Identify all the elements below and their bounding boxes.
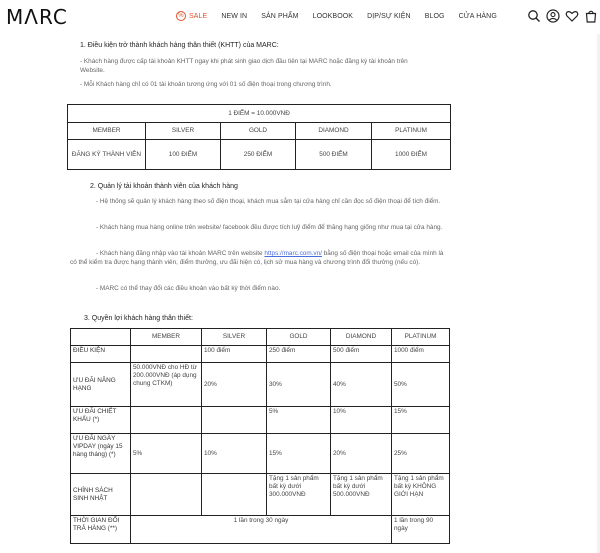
search-icon[interactable] (527, 9, 541, 23)
table-cell: 30% (267, 363, 331, 407)
section-1-title: 1. Điều kiện trở thành khách hàng thân thiết (KHTT) của MARC: (80, 42, 279, 49)
table-header: MEMBER (68, 123, 146, 140)
bag-icon[interactable] (584, 9, 598, 23)
section-2-para-3 (70, 249, 450, 267)
heart-icon[interactable] (565, 9, 579, 23)
section-2-para-1: - Hệ thống sẽ quản lý khách hàng theo số điện thoại, khách mua sắm tại cửa hàng chỉ cần đọc số điện thoại để tích điểm. (96, 198, 441, 205)
nav-products[interactable]: SẢN PHẨM (261, 12, 299, 20)
table-cell: 500 ĐIỂM (296, 140, 372, 170)
nav-sale-label: SALE (189, 12, 208, 20)
table-cell: 10% (331, 407, 392, 434)
table-header: SILVER (146, 123, 221, 140)
section-3-title: 3. Quyền lợi khách hàng thân thiết: (84, 315, 193, 322)
table-cell: 10% (202, 434, 267, 474)
site-header (0, 0, 600, 34)
table-cell: 100 điểm (202, 346, 267, 363)
nav-lookbook[interactable]: LOOKBOOK (312, 12, 354, 20)
main-nav (176, 11, 511, 21)
table-cell: 15% (267, 434, 331, 474)
nav-stores[interactable]: CỬA HÀNG (458, 12, 497, 20)
table-header: GOLD (221, 123, 296, 140)
section-2-title: 2. Quản lý tài khoản thành viên của khách hàng (90, 183, 238, 190)
para-3-text-b: bằng số điện thoại hoặc email của mình là có thể kiểm tra được hạng thành viên, điểm thưởng, ưu đãi hiện có, lịch sử mua hàng và chương trình đổi thưởng (nếu có). (70, 250, 444, 266)
section-1-para-2: - Mỗi Khách hàng chỉ có 01 tài khoản tương ứng với 01 số điện thoại trong chương trình. (80, 81, 332, 88)
table-cell: ĐĂNG KÝ THÀNH VIÊN (68, 140, 146, 170)
table-cell: Tặng 1 sản phẩm bất kỳ KHÔNG GIỚI HẠN (392, 474, 450, 516)
table-cell (131, 407, 202, 434)
user-icon[interactable] (546, 9, 560, 23)
table-row (71, 363, 450, 407)
table-cell: Tặng 1 sản phẩm bất kỳ dưới 300.000VNĐ (267, 474, 331, 516)
table-cell: 250 ĐIỂM (221, 140, 296, 170)
sale-percent-icon: % (176, 11, 186, 21)
table-header: GOLD (267, 329, 331, 346)
table-cell: 1 lần trong 30 ngày (131, 516, 392, 544)
nav-events[interactable]: DỊP/SỰ KIỆN (367, 12, 411, 20)
table-cell (131, 474, 202, 516)
table-row (71, 346, 450, 363)
table-cell: 20% (202, 363, 267, 407)
table-cell: Tặng 1 sản phẩm bất kỳ dưới 500.000VNĐ (331, 474, 392, 516)
nav-new-in[interactable]: NEW IN (221, 12, 248, 20)
table-cell: 40% (331, 363, 392, 407)
table-cell: 50.000VNĐ cho HĐ từ 200.000VNĐ (áp dụng chung CTKM) (131, 363, 202, 407)
marc-website-link[interactable]: https://marc.com.vn/ (264, 250, 322, 257)
table-header: PLATINUM (372, 123, 451, 140)
table-cell: 5% (267, 407, 331, 434)
section-2-para-2: - Khách hàng mua hàng online trên website/ facebook đều được tích luỹ điểm để thăng hạng giống như mua tại cửa hàng. (96, 224, 443, 231)
table-header: PLATINUM (392, 329, 450, 346)
table-header: MEMBER (131, 329, 202, 346)
table-cell: 15% (392, 407, 450, 434)
table-cell: 50% (392, 363, 450, 407)
row-header: ƯU ĐÃI NÂNG HẠNG (71, 363, 131, 407)
row-header: ƯU ĐÃI CHIẾT KHẤU (*) (71, 407, 131, 434)
points-table (67, 104, 451, 170)
row-header: CHÍNH SÁCH SINH NHẬT (71, 474, 131, 516)
table-row (71, 474, 450, 516)
row-header: ƯU ĐÃI NGÀY VIPDAY (ngày 15 hàng tháng) (*) (71, 434, 131, 474)
table-cell: 1 lần trong 90 ngày (392, 516, 450, 544)
header-icons (527, 9, 598, 23)
row-header: ĐIỀU KIỆN (71, 346, 131, 363)
policy-content (0, 34, 600, 553)
table-cell (131, 346, 202, 363)
nav-blog[interactable]: BLOG (424, 12, 445, 20)
table-cell: 250 điểm (267, 346, 331, 363)
table-cell: 100 ĐIỂM (146, 140, 221, 170)
table-cell: 20% (331, 434, 392, 474)
table-row (71, 407, 450, 434)
section-1-para-1: - Khách hàng được cấp tài khoản KHTT ngay khi phát sinh giao dịch đầu tiên tại MARC hoặc đăng ký tài khoản trên Website. (80, 58, 408, 74)
table-header: DIAMOND (331, 329, 392, 346)
table-header: DIAMOND (296, 123, 372, 140)
table-cell: 500 điểm (331, 346, 392, 363)
table-cell (202, 407, 267, 434)
marc-logo[interactable]: MΛRC (6, 5, 68, 29)
table-header (71, 329, 131, 346)
benefits-table (70, 328, 450, 544)
para-3-text-a: - Khách hàng đăng nhập vào tài khoản MARC trên website (96, 250, 265, 257)
row-header: THỜI GIAN ĐỔI TRẢ HÀNG (**) (71, 516, 131, 544)
table-cell: 25% (392, 434, 450, 474)
table-header: SILVER (202, 329, 267, 346)
section-2-para-4: - MARC có thể thay đổi các điều khoản vào bất kỳ thời điểm nào. (96, 285, 281, 292)
nav-sale[interactable] (176, 11, 207, 21)
table-cell (202, 474, 267, 516)
table-row (71, 434, 450, 474)
table-cell: 1000 ĐIỂM (372, 140, 451, 170)
table-row (71, 516, 450, 544)
table-cell: 1000 điểm (392, 346, 450, 363)
table-cell: 5% (131, 434, 202, 474)
points-rate-caption: 1 ĐIỂM = 10.000VNĐ (68, 105, 451, 123)
